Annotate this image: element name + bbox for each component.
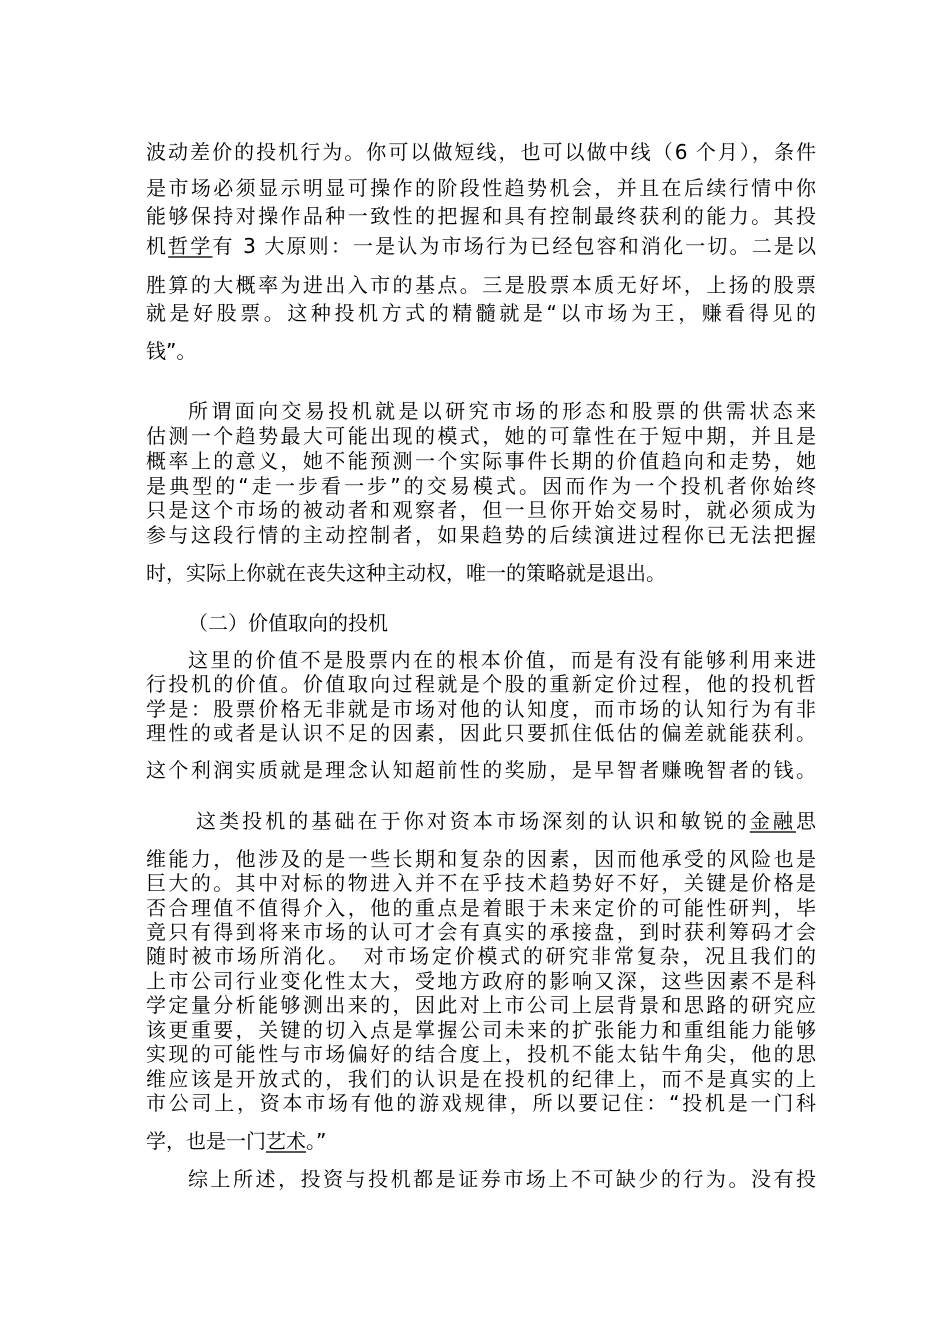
paragraph-line: 随时被市场所消化。 对市场定价模式的研究非常复杂，况且我们的 bbox=[146, 944, 816, 968]
paragraph-line: 概率上的意义，她不能预测一个实际事件长期的价值趋向和走势，她 bbox=[146, 449, 816, 473]
paragraph-line: 维应该是开放式的，我们的认识是在投机的纪律上，而不是真实的上 bbox=[146, 1067, 816, 1091]
paragraph-line: 这个利润实质就是理念认知超前性的奖励，是早智者赚晚智者的钱。 bbox=[146, 758, 816, 782]
text-run: 这类投机的基础在于你对资本市场深刻的认识和敏锐的 bbox=[196, 809, 750, 833]
paragraph-line: 行投机的价值。价值取向过程就是个股的重新定价过程，他的投机哲 bbox=[146, 672, 816, 696]
text-run: 有 3 大原则：一是认为市场行为已经包容和消化一切。二是以 bbox=[212, 234, 817, 258]
paragraph-line: 参与这段行情的主动控制者，如果趋势的后续演进过程你已无法把握 bbox=[146, 523, 816, 547]
paragraph-line: 估测一个趋势最大可能出现的模式，她的可靠性在于短中期，并且是 bbox=[146, 424, 816, 448]
text-run: 机 bbox=[146, 234, 169, 258]
paragraph-line bbox=[146, 1129, 816, 1153]
paragraph-line: 是典型的“走一步看一步”的交易模式。因而作为一个投机者你始终 bbox=[146, 474, 816, 498]
paragraph-line: 学定量分析能够测出来的，因此对上市公司上层背景和思路的研究应 bbox=[146, 993, 816, 1017]
paragraph-line: 时，实际上你就在丧失这种主动权，唯一的策略就是退出。 bbox=[146, 561, 666, 585]
paragraph-line: 竟只有得到将来市场的认可才会有真实的承接盘，到时获利筹码才会 bbox=[146, 920, 816, 944]
paragraph-line: 维能力，他涉及的是一些长期和复杂的因素，因而他承受的风险也是 bbox=[146, 847, 816, 871]
paragraph-line: 巨大的。其中对标的物进入并不在乎技术趋势好不好，关键是价格是 bbox=[146, 871, 816, 895]
paragraph-line: 钱”。 bbox=[146, 339, 197, 363]
paragraph-line: 理性的或者是认识不足的因素，因此只要抓住低估的偏差就能获利。 bbox=[146, 721, 816, 745]
paragraph-line bbox=[146, 234, 816, 258]
paragraph-line: 实现的可能性与市场偏好的结合度上，投机不能太钻牛角尖，他的思 bbox=[146, 1042, 816, 1066]
paragraph-line: 是市场必须显示明显可操作的阶段性趋势机会，并且在后续行情中你 bbox=[146, 176, 816, 200]
finance-link[interactable]: 金融 bbox=[749, 809, 797, 833]
paragraph-line: 这里的价值不是股票内在的根本价值，而是有没有能够利用来进 bbox=[188, 648, 816, 672]
paragraph-line: 胜算的大概率为进出入市的基点。三是股票本质无好坏，上扬的股票 bbox=[146, 273, 816, 297]
paragraph-line: 只是这个市场的被动者和观察者，但一旦你开始交易时，就必须成为 bbox=[146, 498, 816, 522]
paragraph-line: 学是：股票价格无非就是市场对他的认知度，而市场的认知行为有非 bbox=[146, 697, 816, 721]
paragraph-line: 就是好股票。这种投机方式的精髓就是“以市场为王，赚看得见的 bbox=[146, 301, 816, 325]
paragraph-line: 否合理值不值得介入，他的重点是着眼于未来定价的可能性研判，毕 bbox=[146, 896, 816, 920]
text-run: 思 bbox=[796, 809, 817, 833]
paragraph-line: 能够保持对操作品种一致性的把握和具有控制最终获利的能力。其投 bbox=[146, 204, 816, 228]
paragraph-line: 市公司上，资本市场有他的游戏规律，所以要记住：“投机是一门科 bbox=[146, 1091, 816, 1115]
paragraph-line: 上市公司行业变化性太大，受地方政府的影响又深，这些因素不是科 bbox=[146, 969, 816, 993]
text-run: 。” bbox=[306, 1129, 327, 1153]
paragraph-line: 该更重要，关键的切入点是掌握公司未来的扩张能力和重组能力能够 bbox=[146, 1018, 816, 1042]
paragraph-line bbox=[196, 809, 816, 833]
text-run: 学，也是一门 bbox=[146, 1129, 266, 1153]
paragraph-line: 综上所述，投资与投机都是证券市场上不可缺少的行为。没有投 bbox=[188, 1167, 816, 1191]
section-heading: （二）价值取向的投机 bbox=[188, 611, 388, 635]
philosophy-link[interactable]: 哲学 bbox=[168, 234, 213, 258]
paragraph-line: 所谓面向交易投机就是以研究市场的形态和股票的供需状态来 bbox=[188, 399, 816, 423]
paragraph-line: 波动差价的投机行为。你可以做短线，也可以做中线（6 个月），条件 bbox=[146, 140, 816, 164]
art-link[interactable]: 艺术 bbox=[266, 1129, 306, 1153]
